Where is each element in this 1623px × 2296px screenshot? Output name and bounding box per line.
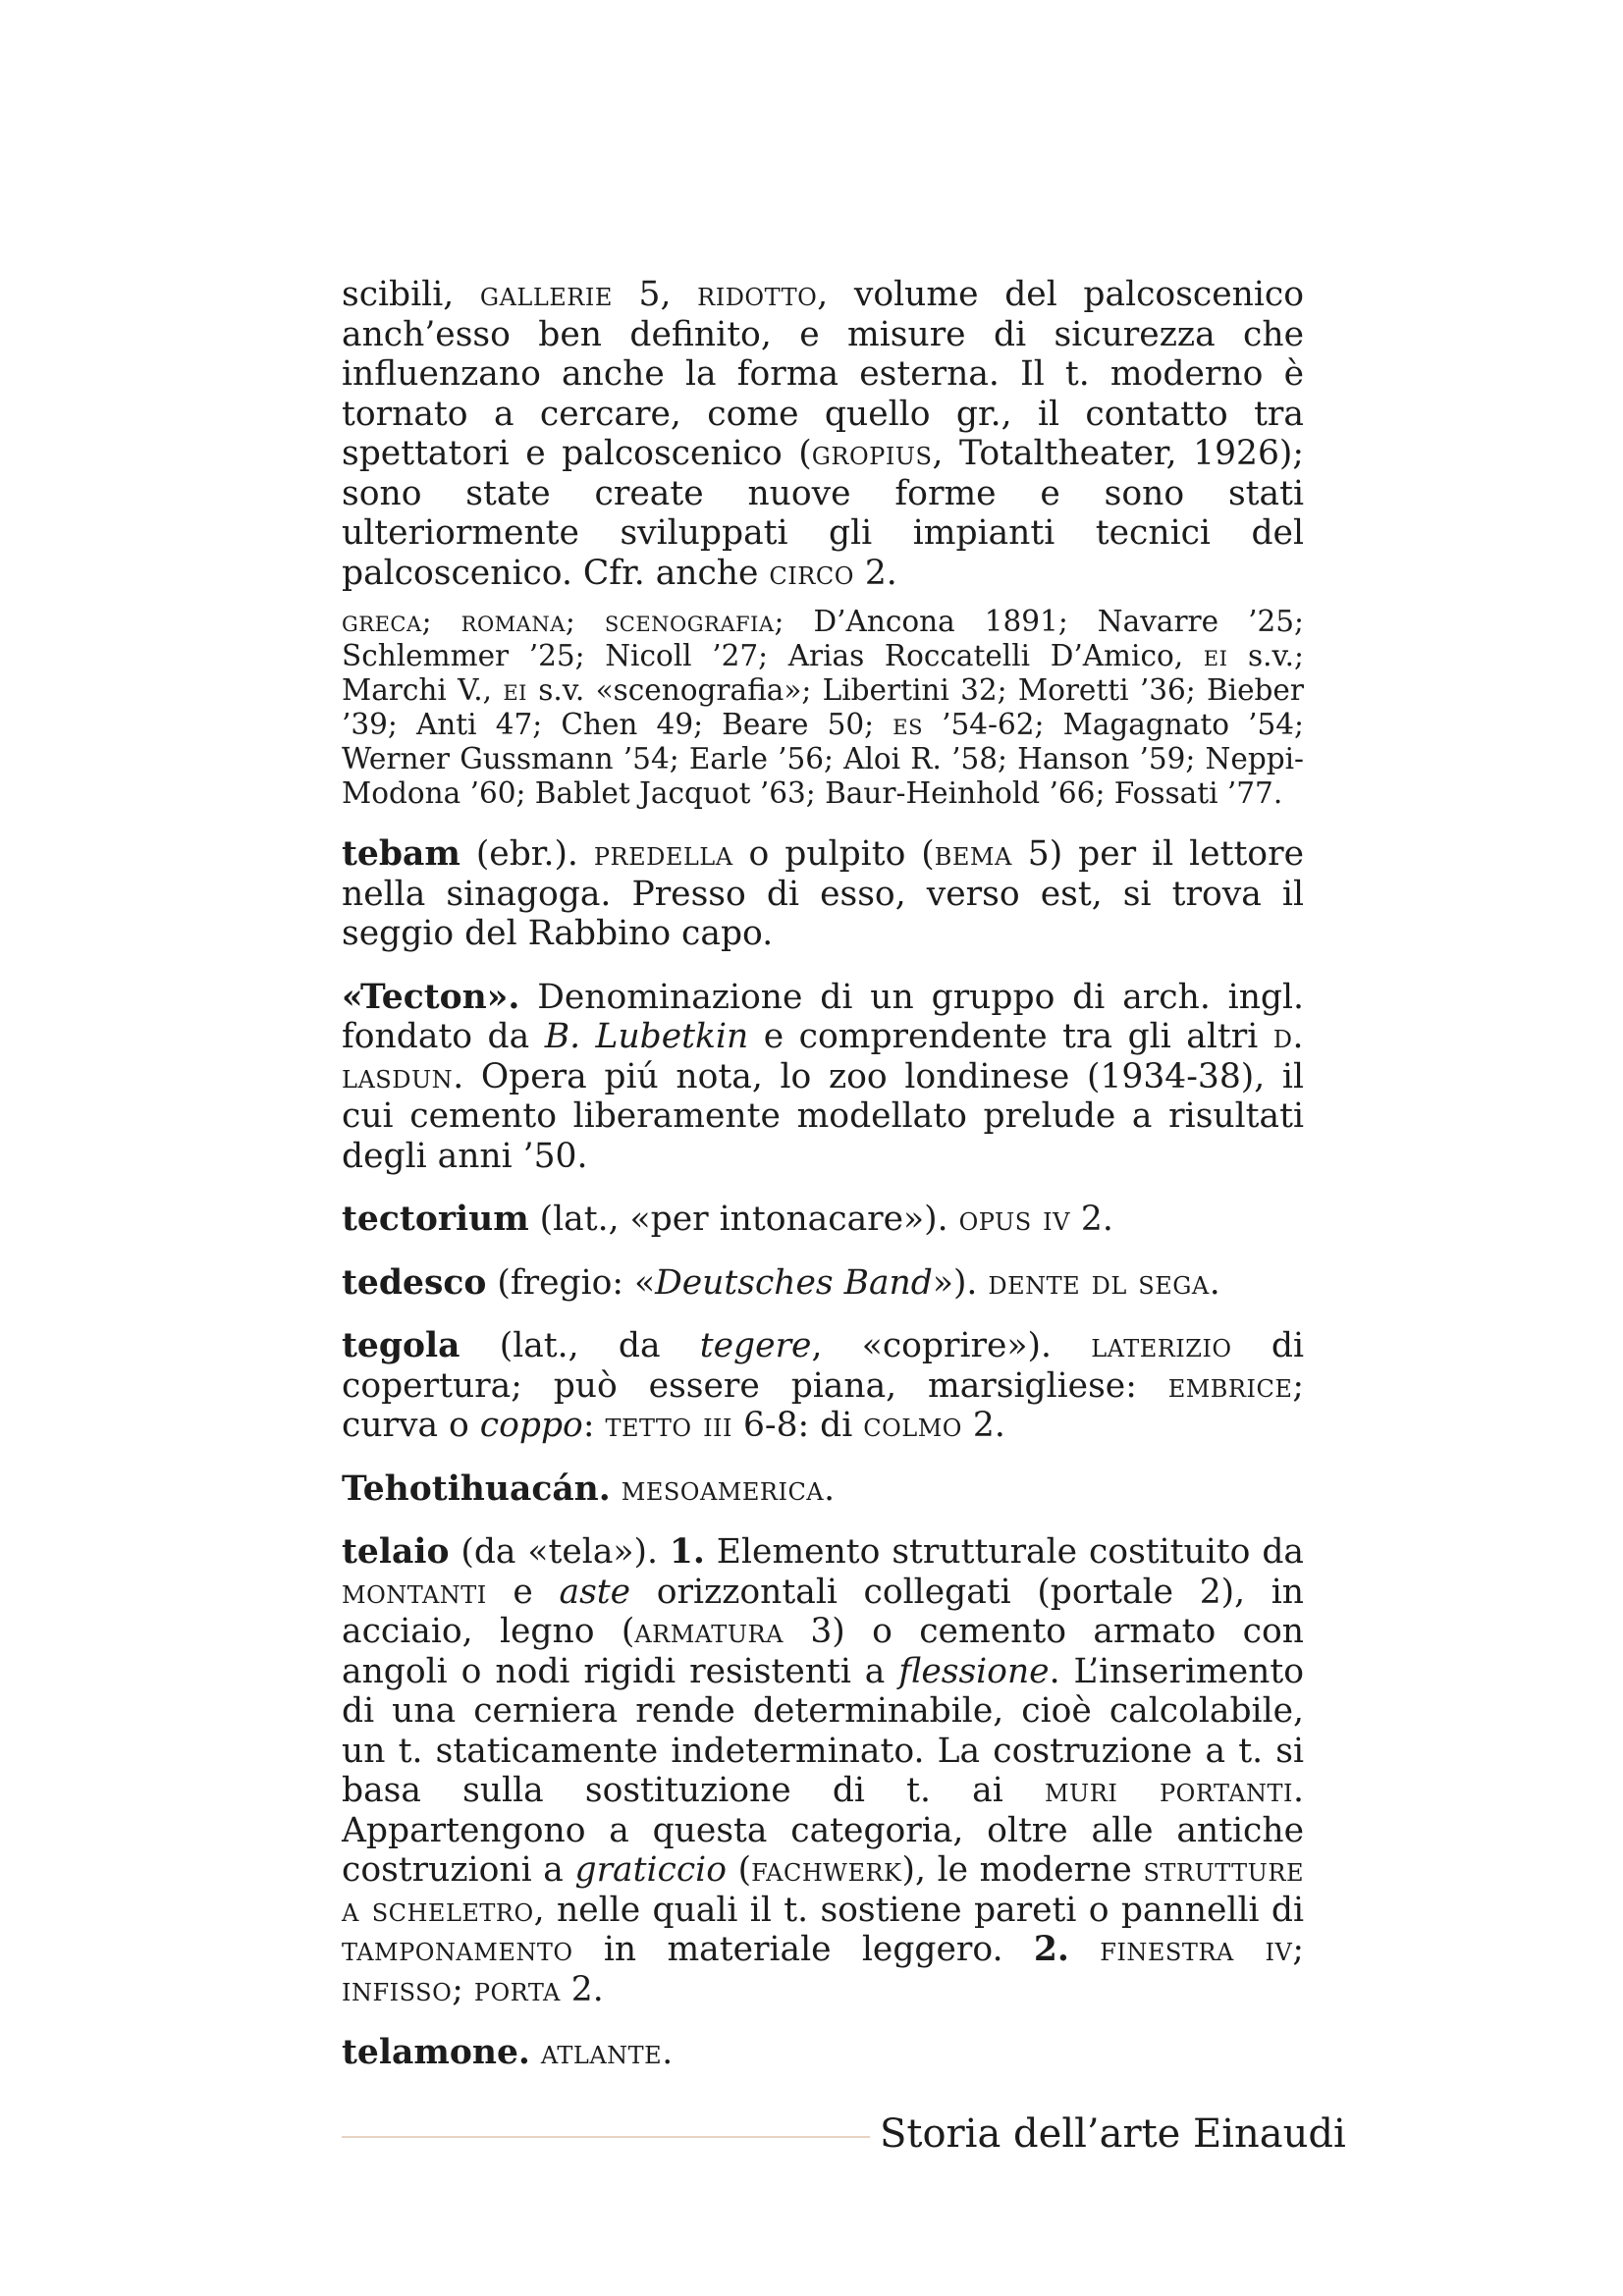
cross-reference[interactable]: armatura: [634, 1612, 784, 1651]
cross-reference[interactable]: porta: [473, 1969, 561, 2009]
entry-telamone: telamone. atlante.: [342, 2033, 674, 2072]
cross-reference[interactable]: infisso: [342, 1969, 453, 2009]
entry-tectorium: tectorium (lat., «per intonacare»). opus iv 2.: [342, 1200, 1113, 1239]
entry-tedesco: tedesco (fregio: «Deutsches Band»). dente dl sega.: [342, 1262, 1220, 1303]
cross-reference[interactable]: colmo: [863, 1406, 962, 1445]
headword: tebam: [342, 834, 460, 874]
entry-tebam: tebam (ebr.). predella o pulpito (bema 5) per il lettore nella sinagoga. Presso di esso, verso est, si trova il seggio del Rabbino capo.: [342, 834, 1304, 953]
headword: telaio: [342, 1532, 450, 1572]
footer-title: Storia dell’arte Einaudi: [880, 2111, 1346, 2157]
cross-reference[interactable]: mesoamerica: [621, 1468, 825, 1509]
italic-term: coppo: [479, 1406, 583, 1445]
sense-number: 1.: [669, 1532, 705, 1572]
italic-term: flessione: [898, 1651, 1050, 1691]
headword: Tehotihuacán.: [342, 1468, 611, 1509]
cross-reference[interactable]: greca: [342, 605, 422, 638]
entry-tegola: tegola (lat., da tegere, «coprire»). laterizio di copertura; può essere piana, marsigliese: embrice; curva o coppo: tetto iii 6-8: di colmo 2.: [342, 1326, 1304, 1445]
headword: tedesco: [342, 1262, 487, 1303]
cross-reference[interactable]: embrice: [1167, 1365, 1293, 1406]
cross-reference[interactable]: montanti: [342, 1572, 487, 1612]
cross-reference[interactable]: gropius: [811, 434, 933, 473]
headword: «Tecton».: [342, 977, 520, 1017]
cross-reference[interactable]: romana: [460, 605, 566, 638]
cross-reference[interactable]: dente dl sega: [988, 1262, 1210, 1303]
cross-reference[interactable]: opus iv: [958, 1200, 1070, 1239]
abbreviation: ei: [503, 673, 527, 707]
italic-term: tegere: [699, 1326, 812, 1365]
headword: tegola: [342, 1326, 460, 1365]
italic-term: Deutsches Band: [655, 1262, 933, 1303]
abbreviation: ei: [1203, 639, 1228, 672]
cross-reference[interactable]: d. lasdun: [342, 1017, 1304, 1096]
bibliography: greca; romana; scenografia; D’Ancona 1891; Navarre ’25; Schlemmer ’25; Nicoll ’27; Arias Roccatelli D’Amico, ei s.v.; Marchi V., ei s.v. «scenografia»; Libertini 32; Moretti ’36; Bieber ’39; Anti 47; Chen 49; Beare 50; es ’54-62; Magagnato ’54; Werner Gussmann ’54; Earle ’56; Aloi R. ’58; Hanson ’59; Neppi-Modona ’60; Bablet Jacquot ’63; Baur-Heinhold ’66; Fossati ’77.: [342, 605, 1304, 810]
cross-reference[interactable]: bema: [934, 834, 1012, 874]
cross-reference[interactable]: fachwerk: [751, 1850, 902, 1890]
cross-reference[interactable]: laterizio: [1091, 1326, 1232, 1365]
sense-number: 2.: [1033, 1930, 1069, 1969]
italic-term: graticcio: [574, 1850, 727, 1890]
headword: telamone.: [342, 2033, 530, 2072]
cross-reference[interactable]: ridotto: [697, 275, 818, 314]
cross-reference[interactable]: predella: [593, 834, 733, 874]
headword: tectorium: [342, 1200, 529, 1239]
italic-term: aste: [559, 1572, 631, 1612]
cross-reference[interactable]: strutture a scheletro: [342, 1850, 1304, 1930]
footer-divider: [342, 2136, 870, 2138]
cross-reference[interactable]: tetto iii: [605, 1406, 733, 1445]
person-name: B. Lubetkin: [544, 1017, 749, 1056]
cross-reference[interactable]: circo: [769, 553, 854, 593]
cross-reference[interactable]: muri portanti: [1044, 1771, 1294, 1810]
cross-reference[interactable]: gallerie: [479, 275, 613, 314]
entry-teatro-continuation: scibili, gallerie 5, ridotto, volume del palcoscenico anch’esso ben definito, e misure di sicurezza che influenzano anche la forma esterna. Il t. moderno è tornato a cercare, come quello gr., il contatto tra spettatori e palcoscenico (gropius, Totaltheater, 1926); sono state create nuove forme e sono stati ulteriormente sviluppati gli impianti tecnici del palcoscenico. Cfr. anche circo 2.: [342, 275, 1304, 593]
cross-reference[interactable]: tamponamento: [342, 1930, 573, 1969]
entry-telaio: telaio (da «tela»). 1. Elemento strutturale costituito da montanti e aste orizzontali collegati (portale 2), in acciaio, legno (armatura 3) o cemento armato con angoli o nodi rigidi resistenti a flessione. L’inserimento di una cerniera rende determinabile, cioè calcolabile, un t. staticamente indeterminato. La costruzione a t. si basa sulla sostituzione di t. ai muri portanti. Appartengono a questa categoria, oltre alle antiche costruzioni a graticcio (fachwerk), le moderne strutture a scheletro, nelle quali il t. sostiene pareti o pannelli di tamponamento in materiale leggero. 2. finestra iv; infisso; porta 2.: [342, 1532, 1305, 2009]
text-column: [342, 275, 1304, 2073]
abbreviation: es: [893, 708, 923, 741]
cross-reference[interactable]: finestra iv: [1100, 1930, 1293, 1969]
entry-tehotihuacan: Tehotihuacán. mesoamerica.: [342, 1468, 836, 1509]
entry-tecton: «Tecton». Denominazione di un gruppo di arch. ingl. fondato da B. Lubetkin e comprendente tra gli altri d. lasdun. Opera piú nota, lo zoo londinese (1934-38), il cui cemento liberamente modellato prelude a risultati degli anni ’50.: [342, 977, 1304, 1176]
cross-reference[interactable]: scenografia: [604, 605, 775, 638]
cross-reference[interactable]: atlante: [540, 2033, 663, 2072]
